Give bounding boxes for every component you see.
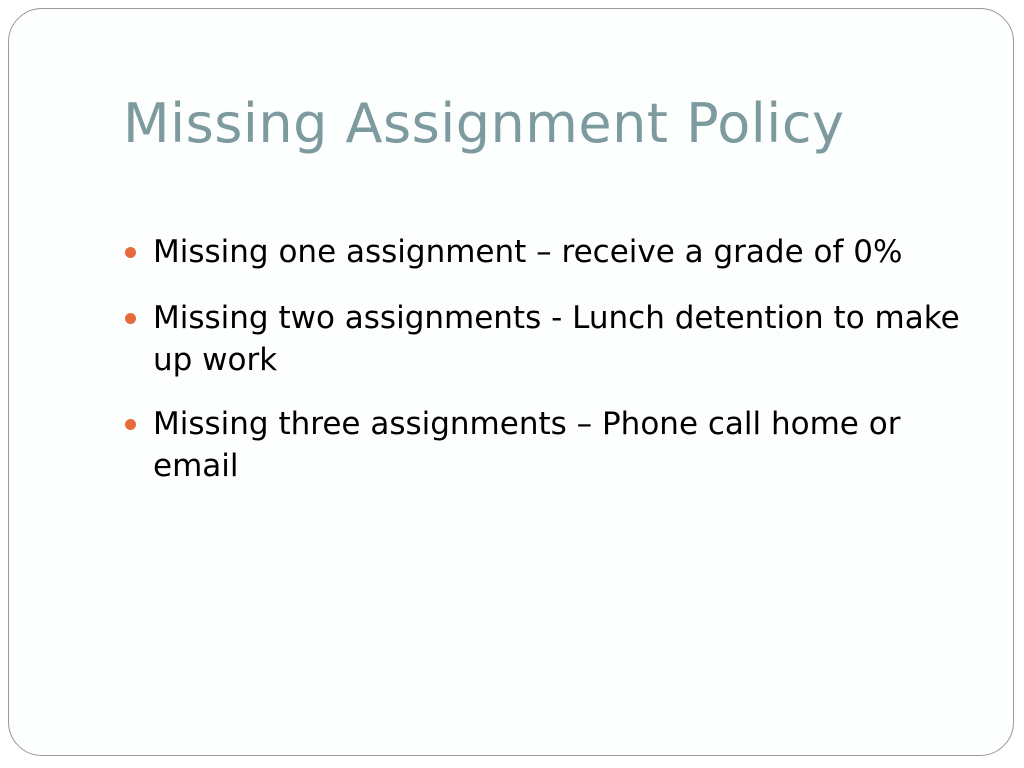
bullet-text: Missing two assignments - Lunch detention to make up work xyxy=(153,300,960,378)
bullet-item xyxy=(123,403,983,487)
bullet-list xyxy=(123,231,983,511)
bullet-item xyxy=(123,231,983,273)
bullet-text: Missing one assignment – receive a grade of 0% xyxy=(153,234,903,270)
slide-title: Missing Assignment Policy xyxy=(123,92,845,155)
bullet-dot-icon xyxy=(125,313,136,324)
bullet-item xyxy=(123,297,983,381)
bullet-dot-icon xyxy=(125,419,136,430)
bullet-text: Missing three assignments – Phone call home or email xyxy=(153,406,901,484)
bullet-dot-icon xyxy=(125,247,136,258)
slide-frame xyxy=(8,8,1014,756)
